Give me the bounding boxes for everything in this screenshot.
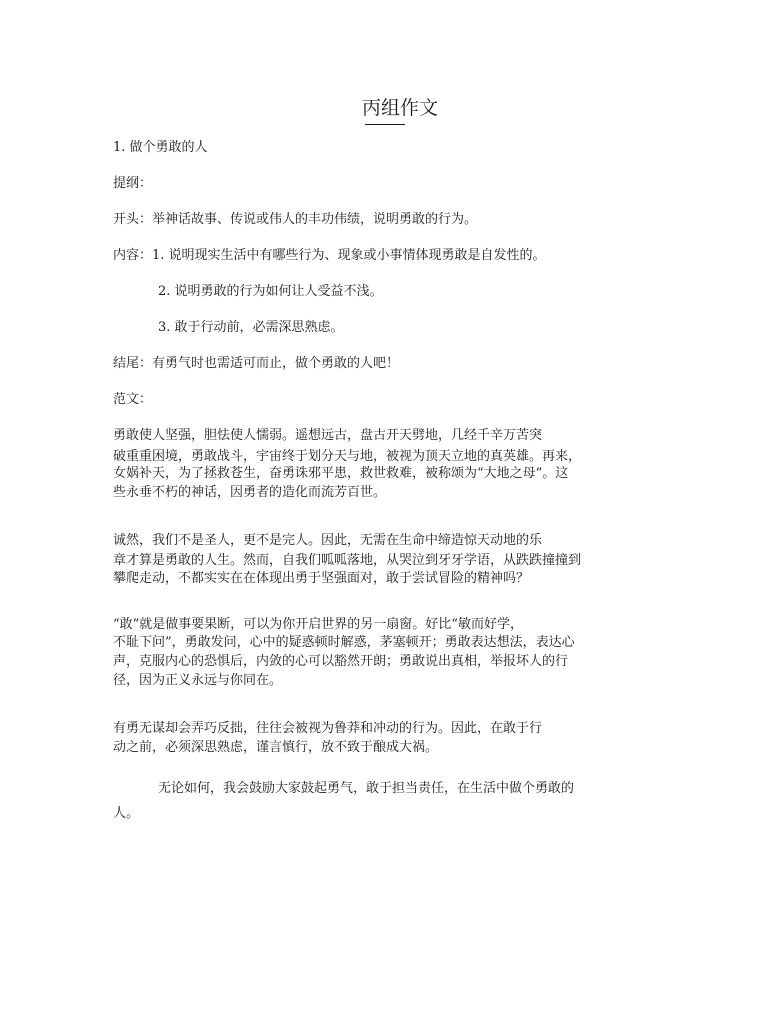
outline-content-3: 3. 敢于行动前，必需深思熟虑。 <box>158 320 344 335</box>
sample-label: 范文： <box>113 392 153 407</box>
para5-line: 无论如何，我会鼓励大家鼓起勇气，敢于担当责任，在生活中做个勇敢的 <box>158 781 575 796</box>
para2-line: 诚然，我们不是圣人，更不是完人。因此，无需在生命中缔造惊天动地的乐 <box>113 533 543 548</box>
outline-ending: 结尾：有勇气时也需适可而止，做个勇敢的人吧！ <box>113 356 400 371</box>
para4-line: 动之前，必须深思熟虑，谨言慎行，放不致于酿成大祸。 <box>113 740 439 755</box>
para2-line: 章才算是勇敢的人生。然而，自我们呱呱落地，从哭泣到牙牙学语，从跌跌撞撞到 <box>113 553 582 568</box>
para1-line: 些永垂不朽的神话，因勇者的造化而流芳百世。 <box>113 485 387 500</box>
outline-content-1: 内容：1. 说明现实生活中有哪些行为、现象或小事情体现勇敢是自发性的。 <box>113 248 546 263</box>
para1-line: 勇敢使人坚强，胆怯使人懦弱。遥想远古，盘古开天劈地，几经千辛万苦突 <box>113 428 543 443</box>
para5-line: 人。 <box>113 806 140 821</box>
outline-label: 提纲： <box>113 176 153 191</box>
outline-opening: 开头：举神话故事、传说或伟人的丰功伟绩，说明勇敢的行为。 <box>113 212 478 227</box>
para1-line: 破重重困境，勇敢战斗，宇宙终于划分天与地，被视为顶天立地的真英雄。再来， <box>113 449 582 464</box>
outline-content-2: 2. 说明勇敢的行为如何让人受益不浅。 <box>158 284 383 299</box>
para1-line: 女娲补天，为了拯救苍生，奋勇诛邪平患，救世救难，被称颂为“大地之母”。这 <box>113 466 569 481</box>
para3-line: 声，克服内心的恐惧后，内敛的心可以豁然开朗；勇敢说出真相，举报坏人的行 <box>113 654 569 669</box>
para3-line: 径，因为正义永远与你同在。 <box>113 673 283 688</box>
page-title: 丙组作文 <box>361 97 438 119</box>
para4-line: 有勇无谋却会弄巧反拙，往往会被视为鲁莽和冲动的行为。因此，在敢于行 <box>113 721 543 736</box>
title-underline <box>365 124 405 125</box>
essay-topic: 1. 做个勇敢的人 <box>113 140 208 155</box>
para3-line: “敢”就是做事要果断，可以为你开启世界的另一扇窗。好比“敏而好学， <box>113 617 523 632</box>
para3-line: 不耻下问”，勇敢发问，心中的疑惑顿时解惑，茅塞顿开；勇敢表达想法，表达心 <box>113 635 575 650</box>
para2-line: 攀爬走动，不都实实在在体现出勇于坚强面对，敢于尝试冒险的精神吗？ <box>113 571 530 586</box>
